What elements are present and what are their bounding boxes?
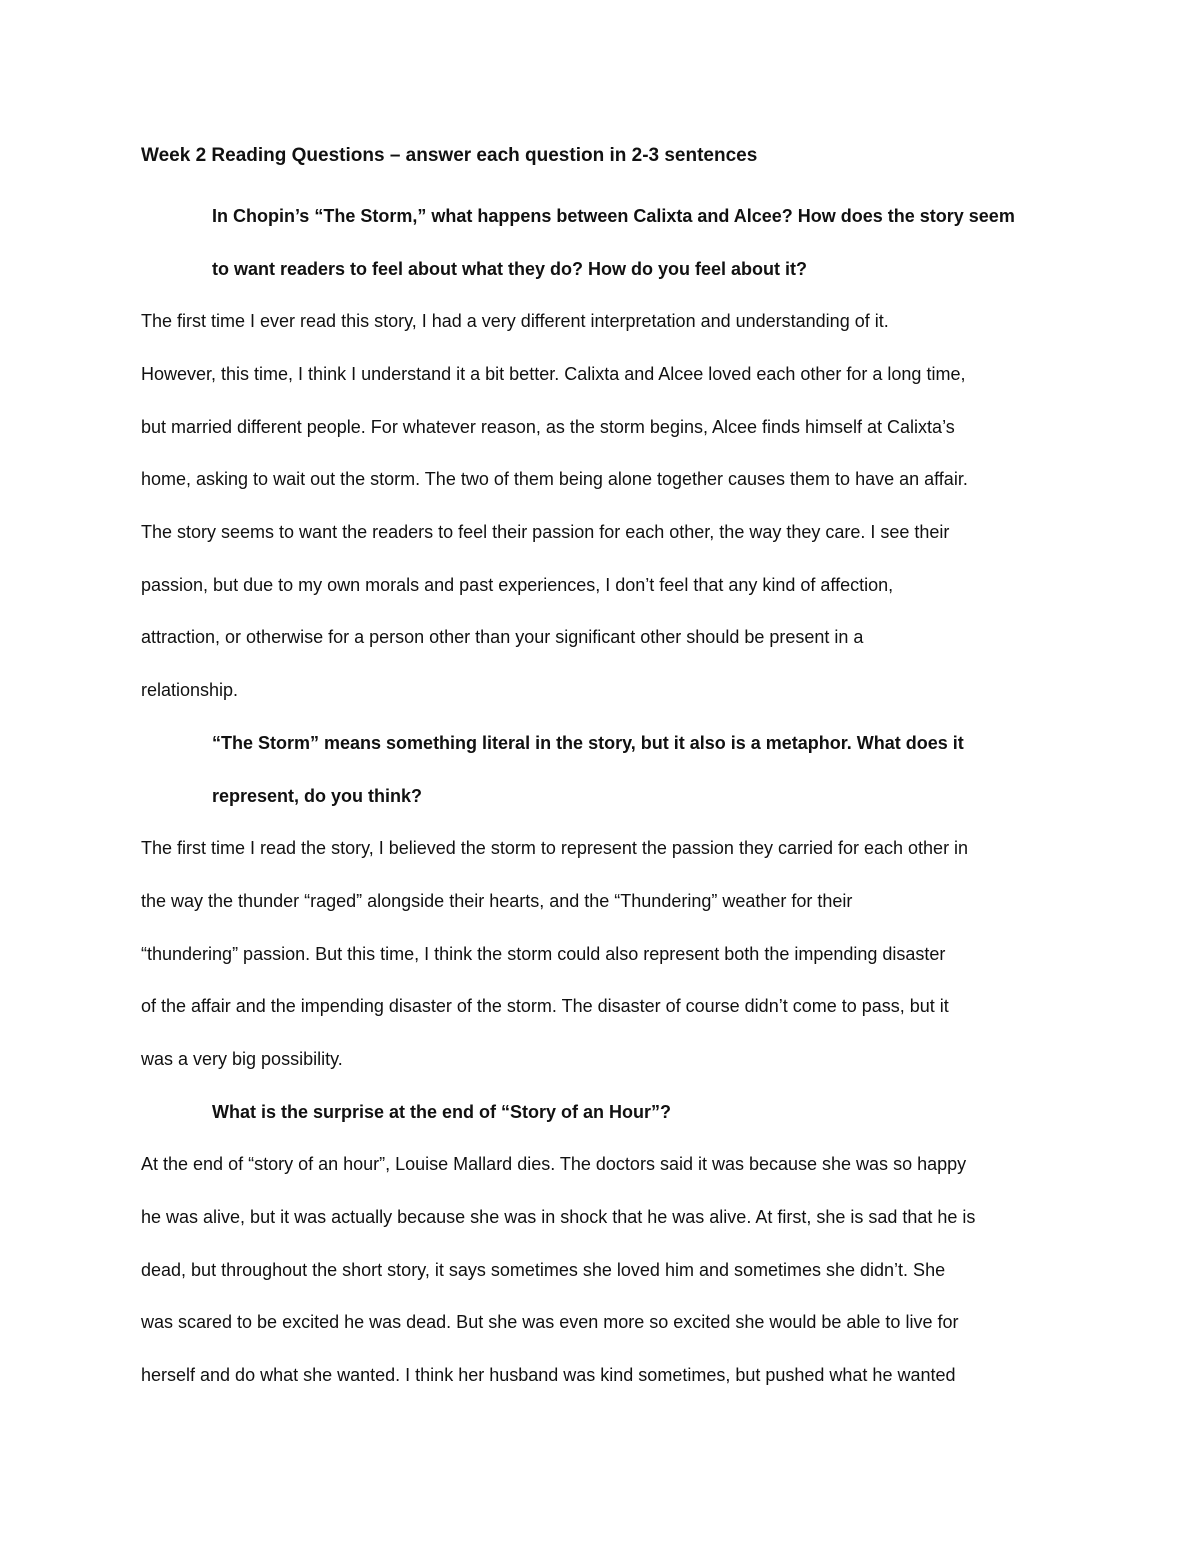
- answer-line: of the affair and the impending disaster of the storm. The disaster of course didn’t come to pass, but it: [141, 996, 949, 1016]
- answer-line: “thundering” passion. But this time, I think the storm could also represent both the impending disaster: [141, 944, 946, 964]
- answer-line: passion, but due to my own morals and past experiences, I don’t feel that any kind of affection,: [141, 575, 894, 595]
- answer-line: The story seems to want the readers to feel their passion for each other, the way they care. I see their: [141, 522, 950, 542]
- answer-line: However, this time, I think I understand it a bit better. Calixta and Alcee loved each other for a long time,: [141, 364, 966, 384]
- answer-line: attraction, or otherwise for a person other than your significant other should be present in a: [141, 627, 864, 647]
- answer-line: but married different people. For whatever reason, as the storm begins, Alcee finds himself at Calixta’s: [141, 417, 955, 437]
- question-line: What is the surprise at the end of “Story of an Hour”?: [212, 1102, 672, 1122]
- answer-line: was scared to be excited he was dead. But she was even more so excited she would be able to live for: [141, 1312, 959, 1332]
- question-line: In Chopin’s “The Storm,” what happens between Calixta and Alcee? How does the story seem: [212, 206, 1015, 226]
- page-title: Week 2 Reading Questions – answer each question in 2-3 sentences: [141, 145, 758, 166]
- question-line: represent, do you think?: [212, 786, 423, 806]
- answer-line: relationship.: [141, 680, 239, 700]
- answer-line: dead, but throughout the short story, it says sometimes she loved him and sometimes she didn’t. She: [141, 1260, 946, 1280]
- answer-line: home, asking to wait out the storm. The two of them being alone together causes them to have an affair.: [141, 469, 968, 489]
- question-line: to want readers to feel about what they do? How do you feel about it?: [212, 259, 808, 279]
- answer-line: herself and do what she wanted. I think her husband was kind sometimes, but pushed what he wanted: [141, 1365, 956, 1385]
- answer-line: The first time I read the story, I believed the storm to represent the passion they carried for each other in: [141, 838, 969, 858]
- answer-line: The first time I ever read this story, I had a very different interpretation and understanding of it.: [141, 311, 889, 331]
- answer-line: At the end of “story of an hour”, Louise Mallard dies. The doctors said it was because she was so happy: [141, 1154, 967, 1174]
- answer-line: he was alive, but it was actually because she was in shock that he was alive. At first, she is sad that he is: [141, 1207, 976, 1227]
- answer-line: the way the thunder “raged” alongside their hearts, and the “Thundering” weather for their: [141, 891, 853, 911]
- question-line: “The Storm” means something literal in the story, but it also is a metaphor. What does it: [212, 733, 964, 753]
- answer-line: was a very big possibility.: [141, 1049, 343, 1069]
